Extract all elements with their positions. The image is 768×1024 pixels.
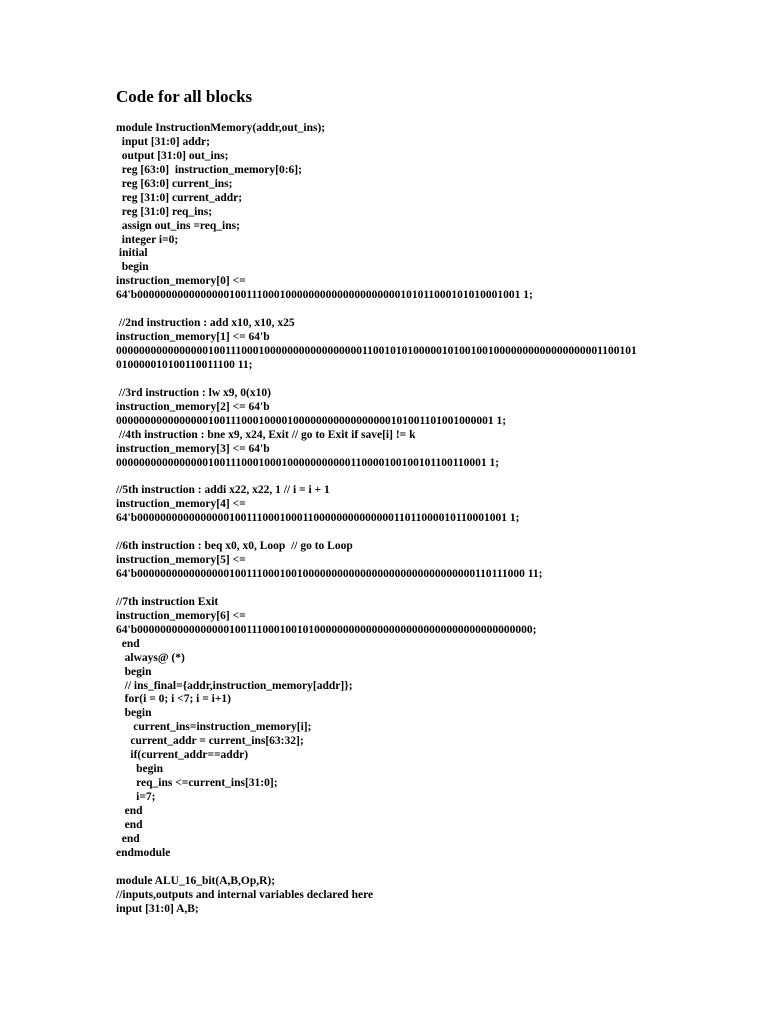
code-line: begin	[116, 763, 163, 776]
code-line	[116, 861, 756, 875]
code-line: integer i=0;	[116, 233, 179, 246]
code-line: input [31:0] A,B;	[116, 902, 199, 915]
code-line: //3rd instruction : lw x9, 0(x10)	[116, 386, 271, 399]
code-line: //5th instruction : addi x22, x22, 1 // i = i + 1	[116, 484, 330, 497]
code-line: assign out_ins =req_ins;	[116, 219, 240, 232]
code-line: //inputs,outputs and internal variables declared here	[116, 888, 374, 901]
code-line: instruction_memory[1] <= 64'b	[116, 331, 270, 344]
code-line: begin	[116, 665, 152, 678]
code-line: 010000010100110011100 11;	[116, 358, 253, 371]
code-line	[116, 582, 756, 596]
code-line: reg [31:0] req_ins;	[116, 205, 213, 218]
code-line: 64'b0000000000000000100111000100000000000000000000101011000101010001001 1;	[116, 289, 533, 302]
code-line	[116, 373, 756, 387]
code-line: instruction_memory[5] <=	[116, 554, 246, 567]
code-line: module ALU_16_bit(A,B,Op,R);	[116, 874, 276, 887]
code-line: instruction_memory[3] <= 64'b	[116, 442, 270, 455]
code-line: req_ins <=current_ins[31:0];	[116, 777, 278, 790]
code-line: end	[116, 804, 143, 817]
code-line: i=7;	[116, 791, 156, 803]
code-line: end	[116, 818, 143, 831]
code-line: current_addr = current_ins[63:32];	[116, 735, 304, 748]
code-line: 0000000000000000100111000100000000000000000110010101000001010010010000000000000000001100101	[116, 345, 637, 357]
code-line: begin	[116, 261, 149, 274]
code-line: //6th instruction : beq x0, x0, Loop // go to Loop	[116, 540, 353, 553]
code-line: instruction_memory[0] <=	[116, 275, 246, 288]
document-heading: Code for all blocks	[116, 87, 253, 106]
code-line: for(i = 0; i <7; i = i+1)	[116, 693, 231, 706]
code-line: initial	[116, 247, 148, 260]
code-line: end	[116, 637, 140, 650]
code-line: //2nd instruction : add x10, x10, x25	[116, 317, 295, 330]
code-line: 64'b000000000000000010011100010010100000000000000000000000000000000000000;	[116, 623, 537, 636]
code-line: if(current_addr==addr)	[116, 749, 249, 762]
code-line: reg [63:0] current_ins;	[116, 177, 233, 190]
code-line: instruction_memory[4] <=	[116, 498, 246, 511]
code-line: 00000000000000001001110001000100000000000110000100100101100110001 1;	[116, 456, 500, 469]
code-line: always@ (*)	[116, 651, 185, 664]
code-line: end	[116, 832, 140, 845]
code-line	[116, 303, 756, 317]
code-line: output [31:0] out_ins;	[116, 149, 229, 162]
code-line: instruction_memory[6] <=	[116, 609, 246, 622]
code-line: //7th instruction Exit	[116, 595, 219, 608]
code-line: //4th instruction : bne x9, x24, Exit // go to Exit if save[i] != k	[116, 428, 416, 441]
code-listing	[116, 122, 756, 916]
code-line: 64'b00000000000000001001110001000110000000000000011011000010110001001 1;	[116, 512, 520, 525]
code-line: 000000000000000010011100010000100000000000000000101001101001000001 1;	[116, 414, 507, 427]
code-line: // ins_final={addr,instruction_memory[addr]};	[116, 679, 353, 692]
code-line: endmodule	[116, 846, 171, 859]
code-line	[116, 526, 756, 540]
code-line: module InstructionMemory(addr,out_ins);	[116, 122, 326, 134]
code-line: instruction_memory[2] <= 64'b	[116, 400, 270, 413]
code-line: current_ins=instruction_memory[i];	[116, 721, 312, 734]
code-line: 64'b00000000000000001001110001001000000000000000000000000000000110111000 11;	[116, 568, 543, 580]
code-line: begin	[116, 707, 152, 720]
code-line: input [31:0] addr;	[116, 135, 210, 148]
code-line: reg [31:0] current_addr;	[116, 191, 243, 204]
code-line	[116, 470, 756, 484]
code-line: reg [63:0] instruction_memory[0:6];	[116, 163, 302, 176]
